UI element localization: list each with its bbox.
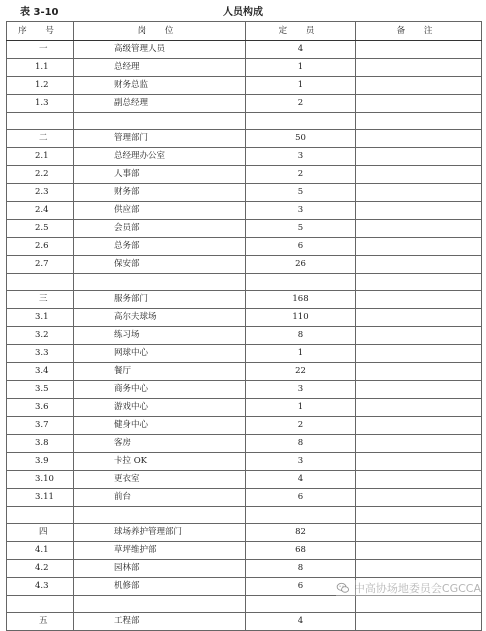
cell-note [356, 238, 482, 256]
cell-seq: 3.1 [7, 309, 74, 327]
group-row [7, 524, 482, 542]
cell-note [356, 184, 482, 202]
cell-post: 工程部 [74, 613, 246, 631]
cell-count: 4 [246, 41, 356, 59]
cell-post: 服务部门 [74, 291, 246, 309]
cell-note [356, 471, 482, 489]
table-row [7, 399, 482, 417]
cell-post: 总经理办公室 [74, 148, 246, 166]
table-row [7, 148, 482, 166]
cell-post: 总经理 [74, 59, 246, 77]
cell-post: 园林部 [74, 560, 246, 578]
cell-note [356, 542, 482, 560]
cell-note [356, 435, 482, 453]
cell-note [356, 453, 482, 471]
cell-post: 总务部 [74, 238, 246, 256]
cell-seq: 4.2 [7, 560, 74, 578]
cell-count: 26 [246, 256, 356, 274]
table-row [7, 345, 482, 363]
cell-note [356, 291, 482, 309]
cell-count: 1 [246, 77, 356, 95]
cell-seq: 2.7 [7, 256, 74, 274]
cell-post: 人事部 [74, 166, 246, 184]
table-row [7, 220, 482, 238]
cell-seq [7, 113, 74, 130]
cell-post: 练习场 [74, 327, 246, 345]
group-row [7, 41, 482, 59]
cell-seq: 二 [7, 130, 74, 148]
header-post: 岗 位 [74, 22, 246, 41]
cell-post [74, 274, 246, 291]
cell-post: 前台 [74, 489, 246, 507]
cell-count: 4 [246, 613, 356, 631]
cell-post: 更衣室 [74, 471, 246, 489]
cell-note [356, 130, 482, 148]
table-row [7, 471, 482, 489]
cell-note [356, 95, 482, 113]
cell-seq: 1.1 [7, 59, 74, 77]
cell-seq: 2.6 [7, 238, 74, 256]
cell-seq: 3.5 [7, 381, 74, 399]
table-row [7, 542, 482, 560]
cell-post: 商务中心 [74, 381, 246, 399]
cell-note [356, 166, 482, 184]
cell-post: 球场养护管理部门 [74, 524, 246, 542]
cell-note [356, 220, 482, 238]
cell-post: 财务总监 [74, 77, 246, 95]
cell-seq: 2.1 [7, 148, 74, 166]
cell-post: 游戏中心 [74, 399, 246, 417]
cell-note [356, 524, 482, 542]
cell-seq: 2.3 [7, 184, 74, 202]
table-row [7, 59, 482, 77]
cell-count: 6 [246, 578, 356, 596]
cell-seq: 3.2 [7, 327, 74, 345]
table-row [7, 560, 482, 578]
cell-seq: 4.3 [7, 578, 74, 596]
cell-count: 5 [246, 184, 356, 202]
table-row [7, 489, 482, 507]
cell-post: 健身中心 [74, 417, 246, 435]
table-row [7, 202, 482, 220]
cell-count: 5 [246, 220, 356, 238]
cell-note [356, 345, 482, 363]
cell-note [356, 202, 482, 220]
cell-seq: 3.9 [7, 453, 74, 471]
header-seq: 序 号 [7, 22, 74, 41]
cell-post: 客房 [74, 435, 246, 453]
cell-count: 82 [246, 524, 356, 542]
cell-post: 财务部 [74, 184, 246, 202]
header-count: 定 员 [246, 22, 356, 41]
cell-post: 草坪维护部 [74, 542, 246, 560]
cell-count: 2 [246, 95, 356, 113]
cell-count: 3 [246, 202, 356, 220]
cell-note [356, 381, 482, 399]
cell-count [246, 113, 356, 130]
cell-note [356, 363, 482, 381]
cell-post [74, 596, 246, 613]
cell-post: 高级管理人员 [74, 41, 246, 59]
cell-post: 保安部 [74, 256, 246, 274]
blank-row [7, 596, 482, 613]
cell-note [356, 507, 482, 524]
group-row [7, 613, 482, 631]
cell-seq: 3.8 [7, 435, 74, 453]
cell-note [356, 489, 482, 507]
cell-note [356, 59, 482, 77]
cell-seq: 3.7 [7, 417, 74, 435]
cell-count: 6 [246, 238, 356, 256]
table-row [7, 327, 482, 345]
cell-seq [7, 596, 74, 613]
cell-count: 1 [246, 345, 356, 363]
cell-count: 110 [246, 309, 356, 327]
table-body [7, 41, 482, 631]
cell-seq: 2.4 [7, 202, 74, 220]
cell-post: 会员部 [74, 220, 246, 238]
table-row [7, 435, 482, 453]
cell-seq [7, 274, 74, 291]
table-title: 人员构成 [223, 7, 263, 18]
cell-note [356, 148, 482, 166]
cell-post [74, 507, 246, 524]
table-row [7, 417, 482, 435]
cell-seq: 3.3 [7, 345, 74, 363]
cell-note [356, 399, 482, 417]
cell-note [356, 256, 482, 274]
cell-count: 8 [246, 560, 356, 578]
cell-note [356, 327, 482, 345]
cell-seq: 1.3 [7, 95, 74, 113]
blank-row [7, 113, 482, 130]
cell-count: 3 [246, 381, 356, 399]
wechat-icon [336, 581, 350, 595]
cell-note [356, 309, 482, 327]
cell-seq: 3.4 [7, 363, 74, 381]
cell-post: 餐厅 [74, 363, 246, 381]
cell-seq [7, 507, 74, 524]
group-row [7, 291, 482, 309]
cell-post: 副总经理 [74, 95, 246, 113]
cell-count: 2 [246, 417, 356, 435]
table-row [7, 453, 482, 471]
cell-post: 管理部门 [74, 130, 246, 148]
cell-count: 68 [246, 542, 356, 560]
staffing-table [6, 21, 482, 631]
blank-row [7, 274, 482, 291]
table-row [7, 381, 482, 399]
cell-seq: 三 [7, 291, 74, 309]
table-row [7, 95, 482, 113]
cell-count [246, 274, 356, 291]
cell-count: 3 [246, 453, 356, 471]
table-row [7, 238, 482, 256]
cell-post [74, 113, 246, 130]
cell-count: 8 [246, 435, 356, 453]
cell-seq: 四 [7, 524, 74, 542]
table-number: 表 3-10 [20, 7, 59, 18]
cell-seq: 4.1 [7, 542, 74, 560]
watermark-text: 中高协场地委员会CGCCA [353, 582, 481, 595]
table-header-row [7, 22, 482, 41]
cell-count: 50 [246, 130, 356, 148]
table-row [7, 256, 482, 274]
cell-count: 2 [246, 166, 356, 184]
cell-seq: 2.5 [7, 220, 74, 238]
cell-seq: 一 [7, 41, 74, 59]
watermark [336, 580, 481, 596]
cell-count [246, 596, 356, 613]
cell-post: 卡拉 OK [74, 453, 246, 471]
cell-seq: 2.2 [7, 166, 74, 184]
cell-count: 1 [246, 59, 356, 77]
cell-seq: 五 [7, 613, 74, 631]
cell-post: 网球中心 [74, 345, 246, 363]
cell-count: 1 [246, 399, 356, 417]
table-row [7, 363, 482, 381]
cell-count: 22 [246, 363, 356, 381]
cell-seq: 1.2 [7, 77, 74, 95]
cell-count: 3 [246, 148, 356, 166]
cell-note [356, 560, 482, 578]
blank-row [7, 507, 482, 524]
cell-count: 168 [246, 291, 356, 309]
cell-note [356, 596, 482, 613]
group-row [7, 130, 482, 148]
cell-note [356, 41, 482, 59]
cell-count: 6 [246, 489, 356, 507]
cell-note [356, 77, 482, 95]
table-row [7, 77, 482, 95]
cell-seq: 3.10 [7, 471, 74, 489]
header-note: 备 注 [356, 22, 482, 41]
cell-seq: 3.6 [7, 399, 74, 417]
cell-post: 供应部 [74, 202, 246, 220]
cell-note [356, 274, 482, 291]
cell-count: 8 [246, 327, 356, 345]
table-row [7, 166, 482, 184]
table-row [7, 184, 482, 202]
table-row [7, 309, 482, 327]
cell-note [356, 613, 482, 631]
cell-post: 机修部 [74, 578, 246, 596]
cell-count [246, 507, 356, 524]
cell-seq: 3.11 [7, 489, 74, 507]
table-caption [0, 0, 486, 20]
cell-post: 高尔夫球场 [74, 309, 246, 327]
cell-note [356, 417, 482, 435]
cell-count: 4 [246, 471, 356, 489]
cell-note [356, 113, 482, 130]
